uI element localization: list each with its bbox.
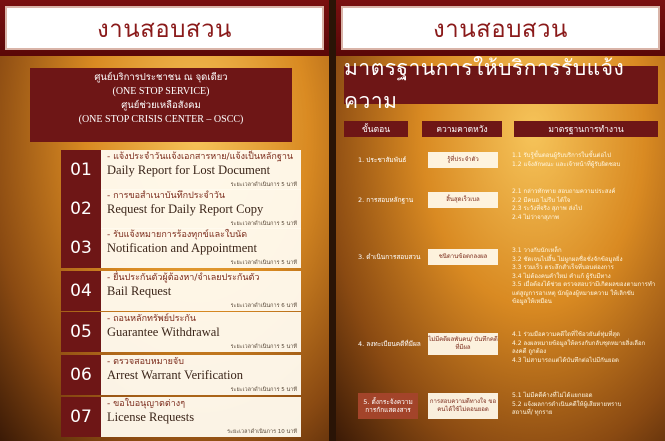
left-banner — [0, 0, 329, 56]
column-header-standard: มาตรฐานการทำงาน — [514, 121, 658, 137]
service-duration: ระยะเวลาดำเนินการ 10 นาที — [227, 429, 297, 435]
standard-line: 2.1 กล่าวทักทาย สอบถามความประสงค์ — [512, 188, 616, 195]
service-center-header — [30, 68, 292, 142]
service-number: 01 — [61, 150, 101, 190]
service-number: 03 — [61, 228, 101, 268]
service-english-label: Arrest Warrant Verification — [107, 368, 243, 382]
column-header-expectation: ความคาดหวัง — [422, 121, 502, 137]
service-duration: ระยะเวลาดำเนินการ 5 นาที — [230, 221, 297, 227]
service-number: 06 — [61, 355, 101, 395]
service-duration: ระยะเวลาดำเนินการ 5 นาที — [230, 387, 297, 393]
service-thai-label: - แจ้งประจำวันแจ้งเอกสารหาย/แจ้งเป็นหลักฐาน — [107, 152, 294, 162]
step-cell: 1. ประชาสัมพันธ์ — [358, 155, 407, 164]
column-header-step: ขั้นตอน — [344, 121, 408, 137]
service-item — [61, 355, 301, 395]
service-thai-label: - ขอใบอนุญาตต่างๆ — [107, 399, 186, 409]
standard-line: 4.1 ร่วมมือความคดีใดที่ใช้อวยันต์ทุ่มที่สุด — [512, 331, 620, 338]
standard-line: 3.5 เมื่อต้องได้ช่วย ตรวจสอบว่ามีเกิดผลของตามการทำ — [512, 281, 656, 288]
right-banner-title: งานสอบสวน — [433, 14, 568, 43]
right-banner — [336, 0, 665, 56]
right-poster — [336, 0, 665, 441]
service-thai-label: - ยื่นประกันตัวผู้ต้องหา/จำเลยประกันตัว — [107, 273, 260, 283]
service-number: 07 — [61, 397, 101, 437]
standard-line: ข้อมูลให้เหมือน — [512, 298, 552, 305]
standard-line: 3.1 วางกับนักเหล็ก — [512, 247, 562, 254]
header-line-1: ศูนย์บริการประชาชน ณ จุดเดียว — [94, 72, 228, 83]
service-standard-title: มาตรฐานการให้บริการรับแจ้งความ — [344, 66, 658, 104]
service-thai-label: - การขอสำเนาบันทึกประจำวัน — [107, 191, 225, 201]
standard-line: 5.2 แจ้งผลการดำเนินคดีให้ผู้เสียหายทราบ — [512, 400, 622, 408]
expectation-cell: ชนิดานข้อตกลงผล — [428, 249, 498, 265]
service-duration: ระยะเวลาดำเนินการ 5 นาที — [230, 182, 297, 188]
standard-line: 3.4 ไม่ต้องคนคำใหม่ คำแก้ ผู้รับมีทาง — [512, 272, 611, 280]
standard-line: 4.3 ไม่สามารถแต่ได้บันทึกต่อไปมีกันยอด — [512, 356, 619, 364]
step-cell: 5. ตั้งกระจ้งความ การกักแสดงสาร — [358, 393, 418, 419]
service-number: 04 — [61, 271, 101, 311]
expectation-cell: สิ้นสุดเร็วเบล — [428, 192, 498, 208]
service-duration: ระยะเวลาดำเนินการ 5 นาที — [230, 344, 297, 350]
service-english-label: Daily Report for Lost Document — [107, 163, 271, 177]
step-cell: 4. ลงทะเบียนคดีที่มีผล — [358, 339, 421, 348]
standard-line: 2.3 ระวังที่จริง สุภาพ ส่งไป — [512, 205, 582, 212]
standard-line: 1.2 แจ้งลักษณะ และเจ้าหน้าที่ผู้รับผิดชอบ — [512, 160, 621, 168]
header-line-4: (ONE STOP CRISIS CENTER – OSCC) — [78, 114, 244, 125]
service-english-label: Notification and Appointment — [107, 241, 257, 255]
service-thai-label: - ตรวจสอบหมายจับ — [107, 357, 184, 367]
service-item — [61, 397, 301, 437]
standard-line: 5.1 ไม่มีคดีค้างที่ไม่ได้แยกยอด — [512, 392, 593, 399]
standard-cell — [508, 390, 662, 426]
step-cell: 2. การสอบหลักฐาน — [358, 195, 414, 204]
service-english-label: Bail Request — [107, 284, 172, 298]
standard-line: 2.2 มีคนอ ไม่รีบ ได้ใจ — [512, 196, 571, 204]
standard-line: ลงคดี ถูกต้อง — [512, 348, 547, 355]
service-thai-label: - ถอนหลักทรัพย์ประกัน — [107, 314, 196, 324]
step-cell: 3. ดำเนินการสอบสวน — [358, 252, 421, 261]
service-duration: ระยะเวลาดำเนินการ 5 นาที — [230, 260, 297, 266]
standard-cell — [508, 186, 662, 230]
standard-line: สถานที่/ ทุกราย — [512, 409, 553, 416]
standard-line: 1.1 รับรู้ขั้นตอนผู้รับบริการในขั้นต่อไป — [512, 152, 611, 159]
left-banner-title: งานสอบสวน — [97, 14, 232, 43]
standard-cell — [508, 329, 662, 373]
service-number: 05 — [61, 312, 101, 352]
service-duration: ระยะเวลาดำเนินการ 6 นาที — [230, 303, 297, 309]
expectation-cell: การสอบความดีทางใจ ขอคนได้ใช้ไม่ตอนยอด — [428, 393, 498, 419]
standard-line: 3.2 ชัดเจนไปสิ้น ไม่ผูกผลชื่อชั่งจักข้อมูลยิ่ง — [512, 255, 623, 263]
header-line-3: ศูนย์ช่วยเหลือสังคม — [121, 100, 201, 111]
expectation-cell: รู้ที่ประจำตัว — [428, 152, 498, 168]
standard-line: 2.4 ไม่ว่าจาสุภาพ — [512, 213, 559, 221]
standard-line: 4.2 ลงผลหมายข้อมูลให้ตรงกับกลับชุดหมายสิ่งเลือก — [512, 339, 646, 347]
service-english-label: Request for Daily Report Copy — [107, 202, 264, 216]
service-item — [61, 312, 301, 352]
service-item — [61, 228, 301, 268]
standard-line: แต่สูญการอาเหตุ นักผู้ลงผู้หมายความ ให้เลิกขับ — [512, 289, 635, 297]
service-item — [61, 189, 301, 229]
service-item — [61, 150, 301, 190]
left-poster — [0, 0, 329, 441]
standard-cell — [508, 150, 662, 174]
header-line-2: (ONE STOP SERVICE) — [112, 86, 210, 97]
expectation-cell: ไม่มีคดีผลพันคน/ บันทึกคดีที่มีผล — [428, 333, 498, 355]
standard-line: 3.3 รวมเร็ว ตระลึกสำเร็จที่บอบต่องการ — [512, 264, 614, 271]
service-number: 02 — [61, 189, 101, 229]
service-item — [61, 271, 301, 311]
service-english-label: Guarantee Withdrawal — [107, 325, 220, 339]
standard-cell — [508, 245, 662, 315]
service-english-label: License Requests — [107, 410, 195, 424]
service-thai-label: - รับแจ้งหมายการร้องทุกข์และใบนัด — [107, 230, 248, 240]
